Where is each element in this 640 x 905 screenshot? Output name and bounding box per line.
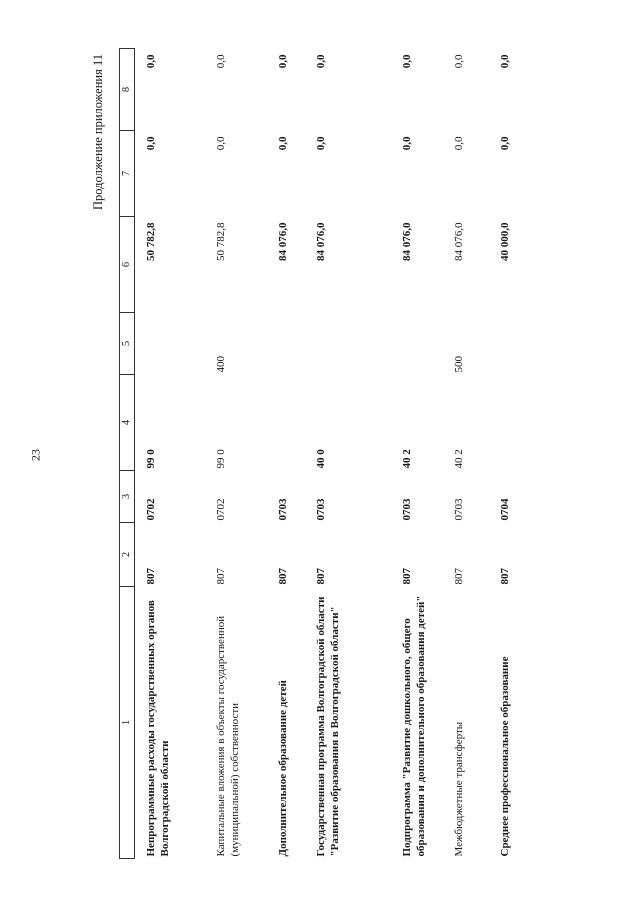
amount-col-7: 0,0 bbox=[277, 136, 289, 151]
table-row bbox=[498, 49, 538, 859]
row-name: Межбюджетные трансферты bbox=[453, 721, 465, 857]
amount-col-7: 0,0 bbox=[453, 136, 465, 151]
amount-col-6: 50 782,8 bbox=[145, 222, 157, 261]
row-name: Непрограммные расходы государственных органов Волгоградской области bbox=[145, 600, 171, 857]
amount-col-8: 0,0 bbox=[401, 54, 413, 69]
header-col-1: 1 bbox=[120, 587, 135, 859]
table-body bbox=[135, 49, 539, 859]
ministry-code: 807 bbox=[499, 568, 511, 585]
amount-col-8: 0,0 bbox=[215, 54, 227, 69]
continuation-label: Продолжение приложения 11 bbox=[91, 54, 105, 211]
target-article-code: 99 0 bbox=[215, 449, 227, 469]
amount-col-7: 0,0 bbox=[499, 136, 511, 151]
expense-type-code bbox=[400, 313, 452, 375]
section-code: 0703 bbox=[315, 498, 327, 521]
expense-type-code bbox=[498, 313, 538, 375]
rotated-page-content bbox=[82, 0, 640, 905]
section-code: 0703 bbox=[277, 498, 289, 521]
ministry-code: 807 bbox=[401, 568, 413, 585]
row-name: Государственная программа Волгоградской области "Развитие образования в Волгоградской области" bbox=[315, 596, 341, 857]
amount-col-7: 0,0 bbox=[401, 136, 413, 151]
table-row bbox=[214, 49, 276, 859]
amount-col-6: 84 076,0 bbox=[277, 222, 289, 261]
amount-col-8: 0,0 bbox=[145, 54, 157, 69]
amount-col-7: 0,0 bbox=[315, 136, 327, 151]
target-article-code bbox=[498, 375, 538, 471]
amount-col-6: 84 076,0 bbox=[401, 222, 413, 261]
amount-col-6: 84 076,0 bbox=[453, 222, 465, 261]
amount-col-8: 0,0 bbox=[499, 54, 511, 69]
table-row bbox=[135, 49, 215, 859]
row-name: Подпрограмма "Развитие дошкольного, общего образования и дополнительного образования детей" bbox=[401, 595, 427, 857]
amount-col-6: 50 782,8 bbox=[215, 222, 227, 261]
header-col-2: 2 bbox=[120, 523, 135, 587]
ministry-code: 807 bbox=[453, 568, 465, 585]
amount-col-7: 0,0 bbox=[215, 136, 227, 151]
amount-col-6: 40 000,0 bbox=[499, 222, 511, 261]
target-article-code: 99 0 bbox=[145, 449, 157, 469]
section-code: 0704 bbox=[499, 498, 511, 521]
header-col-7: 7 bbox=[120, 131, 135, 217]
ministry-code: 807 bbox=[145, 568, 157, 585]
expense-type-code: 400 bbox=[215, 356, 227, 373]
amount-col-8: 0,0 bbox=[315, 54, 327, 69]
header-col-8: 8 bbox=[120, 49, 135, 131]
target-article-code bbox=[276, 375, 314, 471]
target-article-code: 40 2 bbox=[453, 449, 465, 469]
row-name: Дополнительное образование детей bbox=[277, 680, 289, 857]
target-article-code: 40 2 bbox=[401, 449, 413, 469]
header-col-5: 5 bbox=[120, 313, 135, 375]
table-row bbox=[452, 49, 498, 859]
amount-col-8: 0,0 bbox=[277, 54, 289, 69]
table-row bbox=[314, 49, 400, 859]
header-col-3: 3 bbox=[120, 471, 135, 523]
amount-col-8: 0,0 bbox=[453, 54, 465, 69]
ministry-code: 807 bbox=[315, 568, 327, 585]
budget-table bbox=[119, 48, 538, 859]
expense-type-code bbox=[314, 313, 400, 375]
amount-col-7: 0,0 bbox=[145, 136, 157, 151]
amount-col-6: 84 076,0 bbox=[315, 222, 327, 261]
section-code: 0702 bbox=[145, 498, 157, 521]
target-article-code: 40 0 bbox=[315, 449, 327, 469]
row-name: Капитальные вложения в объекты государственной (муниципальной) собственности bbox=[215, 615, 241, 857]
section-code: 0703 bbox=[453, 498, 465, 521]
expense-type-code bbox=[276, 313, 314, 375]
header-col-4: 4 bbox=[120, 375, 135, 471]
table-row bbox=[400, 49, 452, 859]
expense-type-code: 500 bbox=[453, 356, 465, 373]
ministry-code: 807 bbox=[215, 568, 227, 585]
section-code: 0702 bbox=[215, 498, 227, 521]
header-col-6: 6 bbox=[120, 217, 135, 313]
expense-type-code bbox=[135, 313, 215, 375]
section-code: 0703 bbox=[401, 498, 413, 521]
page-number: 23 bbox=[28, 449, 43, 461]
row-name: Среднее профессиональное образование bbox=[499, 656, 511, 857]
table-header bbox=[120, 49, 135, 859]
ministry-code: 807 bbox=[277, 568, 289, 585]
table-row bbox=[276, 49, 314, 859]
